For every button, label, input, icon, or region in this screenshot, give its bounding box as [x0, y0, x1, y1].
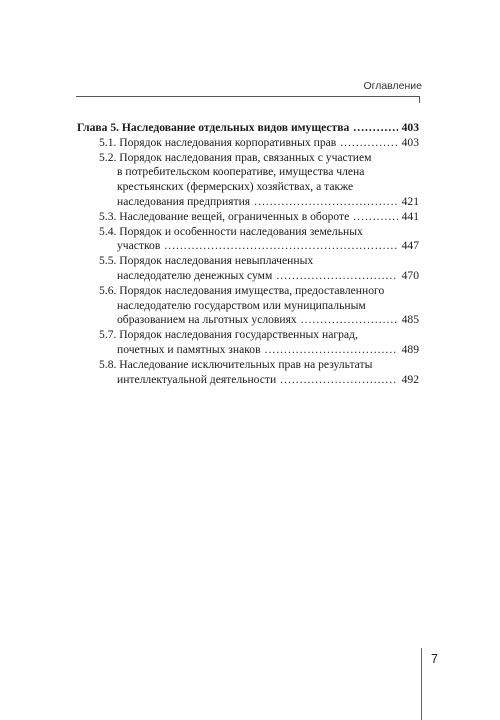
section-page-number: 492 — [401, 372, 419, 386]
section-title-continuation: интеллектуальной деятельности — [117, 372, 277, 386]
section-title-continuation: наследования предприятия — [117, 194, 251, 208]
header-rule — [76, 96, 420, 97]
section-title-continuation: в потребительском кооперативе, имущества члена — [117, 165, 365, 179]
toc-section-entry — [77, 328, 419, 358]
page-number: 7 — [431, 652, 438, 666]
table-of-contents — [77, 121, 419, 387]
section-page-number: 470 — [401, 268, 419, 282]
dot-leader — [276, 269, 397, 284]
section-title: 5.7. Порядок наследования государственных наград, — [99, 328, 358, 342]
folio-rule — [421, 648, 422, 720]
running-head: Оглавление — [363, 80, 422, 92]
section-title: 5.2. Порядок наследования прав, связанных с участием — [99, 150, 372, 164]
header-rule-tick — [419, 96, 420, 103]
chapter-title: Глава 5. Наследование отдельных видов имущества — [77, 121, 350, 134]
section-title-continuation: крестьянских (фермерских) хозяйствах, а также — [117, 180, 354, 194]
section-title-continuation: образованием на льготных условиях — [117, 313, 297, 327]
dot-leader — [340, 136, 397, 151]
toc-section-entry — [77, 151, 419, 210]
section-page-number: 447 — [401, 239, 419, 253]
dot-leader — [280, 373, 397, 388]
toc-section-entry — [77, 284, 419, 328]
toc-section-entry — [77, 225, 419, 255]
section-title: 5.5. Порядок наследования невыплаченных — [99, 254, 314, 268]
section-title-continuation: наследодателю государством или муниципальным — [117, 298, 366, 312]
section-title-continuation: наследодателю денежных сумм — [117, 268, 273, 282]
section-title: 5.4. Порядок и особенности наследования земельных — [99, 224, 363, 238]
section-page-number: 489 — [401, 342, 419, 356]
section-title: 5.3. Наследование вещей, ограниченных в обороте — [99, 209, 350, 223]
chapter-page-number: 403 — [401, 121, 419, 134]
toc-sections — [77, 136, 419, 388]
dot-leader — [301, 313, 398, 328]
section-title-continuation: почетных и памятных знаков — [117, 342, 261, 356]
section-page-number: 441 — [401, 209, 419, 223]
section-title: 5.1. Порядок наследования корпоративных прав — [99, 135, 337, 149]
toc-section-entry — [77, 254, 419, 284]
section-title: 5.6. Порядок наследования имущества, предоставленного — [99, 283, 385, 297]
toc-section-entry — [77, 358, 419, 388]
section-title-continuation: участков — [117, 239, 161, 253]
dot-leader — [353, 121, 397, 136]
section-page-number: 485 — [401, 313, 419, 327]
section-page-number: 421 — [401, 194, 419, 208]
dot-leader — [265, 343, 398, 358]
section-title: 5.8. Наследование исключительных прав на результаты — [99, 357, 373, 371]
toc-chapter-entry — [77, 121, 419, 136]
dot-leader — [353, 210, 397, 225]
dot-leader — [254, 195, 397, 210]
section-page-number: 403 — [401, 135, 419, 149]
dot-leader — [164, 239, 397, 254]
toc-section-entry — [77, 136, 419, 151]
toc-section-entry — [77, 210, 419, 225]
